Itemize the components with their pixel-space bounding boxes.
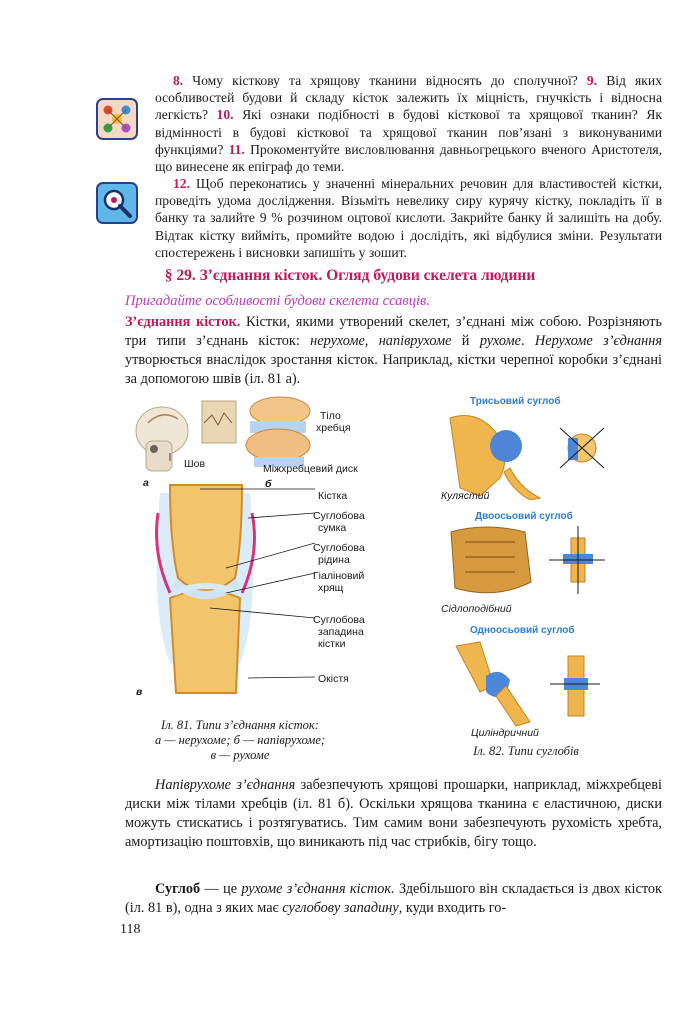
label-tilo: Тіло bbox=[320, 410, 341, 422]
label-b: б bbox=[265, 478, 272, 490]
label-okistia: Окістя bbox=[318, 673, 349, 685]
discussion-icon bbox=[96, 98, 138, 140]
figure-82-uniaxial-illustration bbox=[450, 636, 615, 728]
paragraph3-text-2: Здебільшого він складається із двох кісток (іл. 81 в), одна з яких має bbox=[125, 881, 662, 916]
title-biaxial: Двоосьовий суглоб bbox=[475, 511, 573, 522]
name-sidlo: Сідлоподібний bbox=[441, 603, 512, 615]
label-sumka-2: сумка bbox=[318, 522, 347, 534]
name-tsylindr: Циліндричний bbox=[471, 727, 539, 739]
paragraph2-text-1: забезпечують хрящові прошарки, наприклад, міжхребцеві диски між тілами хребців (іл. 81 б). Оскільки хрящова тканина є еластичною, диски можуть стискатись і розтягуватись. Тим самим вони забезпечують рухомість хребта, амортизацію поштовхів, що виникають під час стрибків, бігу тощо. bbox=[125, 777, 662, 850]
figure-82-triaxial-illustration bbox=[440, 408, 610, 500]
paragraph3-italic-1: рухоме з’єднання кісток. bbox=[241, 881, 395, 897]
paragraph2-italic-1: Напіврухоме з’єднання bbox=[155, 777, 296, 793]
label-sumka-1: Суглобова bbox=[313, 510, 365, 522]
figure-81-caption-line-3: в — рухоме bbox=[210, 748, 270, 762]
q11-text: Прокоментуйте висловлювання давньогрецького вченого Аристотеля, що винесене як епіграф до теми. bbox=[155, 141, 663, 175]
label-zapad-2: западина bbox=[318, 626, 364, 638]
label-ridyna-1: Суглобова bbox=[313, 542, 365, 554]
q8-text: Чому кісткову та хрящову тканини відносять до сполучної? bbox=[183, 73, 578, 88]
paragraph3-text-1: — це bbox=[200, 881, 242, 897]
question-12 bbox=[155, 175, 662, 261]
paragraph-joint-definition bbox=[125, 880, 662, 918]
questions-8-11 bbox=[155, 72, 662, 175]
figure-81-caption bbox=[130, 718, 350, 763]
label-hrias-2: хрящ bbox=[318, 582, 344, 594]
paragraph-semi-mobile bbox=[125, 776, 662, 852]
q10-number: 10. bbox=[207, 107, 234, 123]
section-title: § 29. З’єднання кісток. Огляд будови скелета людини bbox=[164, 267, 536, 284]
label-zapad-3: кістки bbox=[318, 638, 346, 650]
paragraph-joints-intro bbox=[125, 313, 662, 389]
label-shov: Шов bbox=[184, 458, 206, 470]
q12-text: Щоб переконатись у значенні мінеральних речовин для властивостей кістки, проведіть удома дослідження. Візьміть невелику сиру курячу кістку, покладіть її в банку та залийте 9 % розчином оцтової кислоти. Закрийте банку й залишіть на добу. Відтак кістку вийміть, промийте водою і дослідіть, які відбулися зміни. Результати спостережень і висновки запишіть у зошит. bbox=[155, 176, 662, 260]
figure-81-caption-line-1: Іл. 81. Типи з’єднання кісток: bbox=[161, 718, 319, 732]
skull-illustration bbox=[136, 407, 188, 471]
knee-joint-illustration bbox=[157, 485, 255, 693]
q9-text: Від яких особливостей будови й складу кісток залежить їх міцність, гнучкість і відносна легкість? bbox=[155, 73, 662, 123]
label-v: в bbox=[136, 686, 143, 698]
label-hrias-1: Гіаліновий bbox=[313, 570, 365, 582]
title-uniaxial: Одноосьовий суглоб bbox=[470, 625, 575, 636]
paragraph1-text-1: Кістки, якими утворений скелет, з’єднані між собою. Розрізняють три типи з’єднань кісток: bbox=[125, 314, 662, 349]
q8-number: 8. bbox=[173, 73, 184, 88]
paragraph3-bold-1: Суглоб bbox=[155, 881, 201, 897]
page-number: 118 bbox=[120, 922, 141, 937]
q12-number: 12. bbox=[173, 176, 190, 191]
paragraph1-italic-2: рухоме bbox=[479, 333, 521, 349]
label-a: а bbox=[143, 477, 149, 489]
paragraph3-italic-2: суглобову западину bbox=[282, 900, 399, 916]
paragraph1-text-3: . bbox=[521, 333, 535, 349]
q9-number: 9. bbox=[577, 73, 598, 88]
recall-prompt: Пригадайте особливості будови скелета ссавців. bbox=[125, 293, 430, 309]
figure-82-biaxial-illustration bbox=[445, 522, 615, 602]
paragraph1-text-2: й bbox=[451, 333, 480, 349]
figure-81-caption-line-2: а — нерухоме; б — напіврухоме; bbox=[154, 733, 326, 747]
label-disk: Міжхребцевий диск bbox=[263, 463, 358, 475]
paragraph3-text-3: , куди входить го- bbox=[398, 900, 507, 916]
label-kistka: Кістка bbox=[318, 490, 348, 502]
q11-number: 11. bbox=[223, 141, 245, 157]
paragraph1-italic-1: нерухоме, напіврухоме bbox=[310, 333, 452, 349]
paragraph1-lead: З’єднання кісток. bbox=[125, 314, 241, 330]
name-kuliastyi: Кулястий bbox=[441, 490, 490, 502]
research-magnifier-icon bbox=[96, 182, 138, 224]
label-zapad-1: Суглобова bbox=[313, 614, 365, 626]
label-ridyna-2: рідина bbox=[318, 554, 350, 566]
paragraph1-italic-3: Нерухоме з’єднання bbox=[534, 333, 662, 349]
figure-82-caption: Іл. 82. Типи суглобів bbox=[473, 744, 579, 758]
q10-text: Які ознаки подібності в будові кісткової та хрящової тканин? Як відмінності в будові кісткової та хрящової тканин пов’язані з виконуваними функціями? bbox=[155, 107, 662, 157]
vertebrae-illustration bbox=[246, 397, 310, 467]
paragraph1-text-4: утворюється внаслідок зростання кісток. Наприклад, кістки черепної коробки з’єднані за допомогою швів (іл. 81 а). bbox=[125, 352, 662, 387]
label-khrebtsia: хребця bbox=[316, 422, 351, 434]
title-triaxial: Трисьовий суглоб bbox=[470, 396, 561, 407]
